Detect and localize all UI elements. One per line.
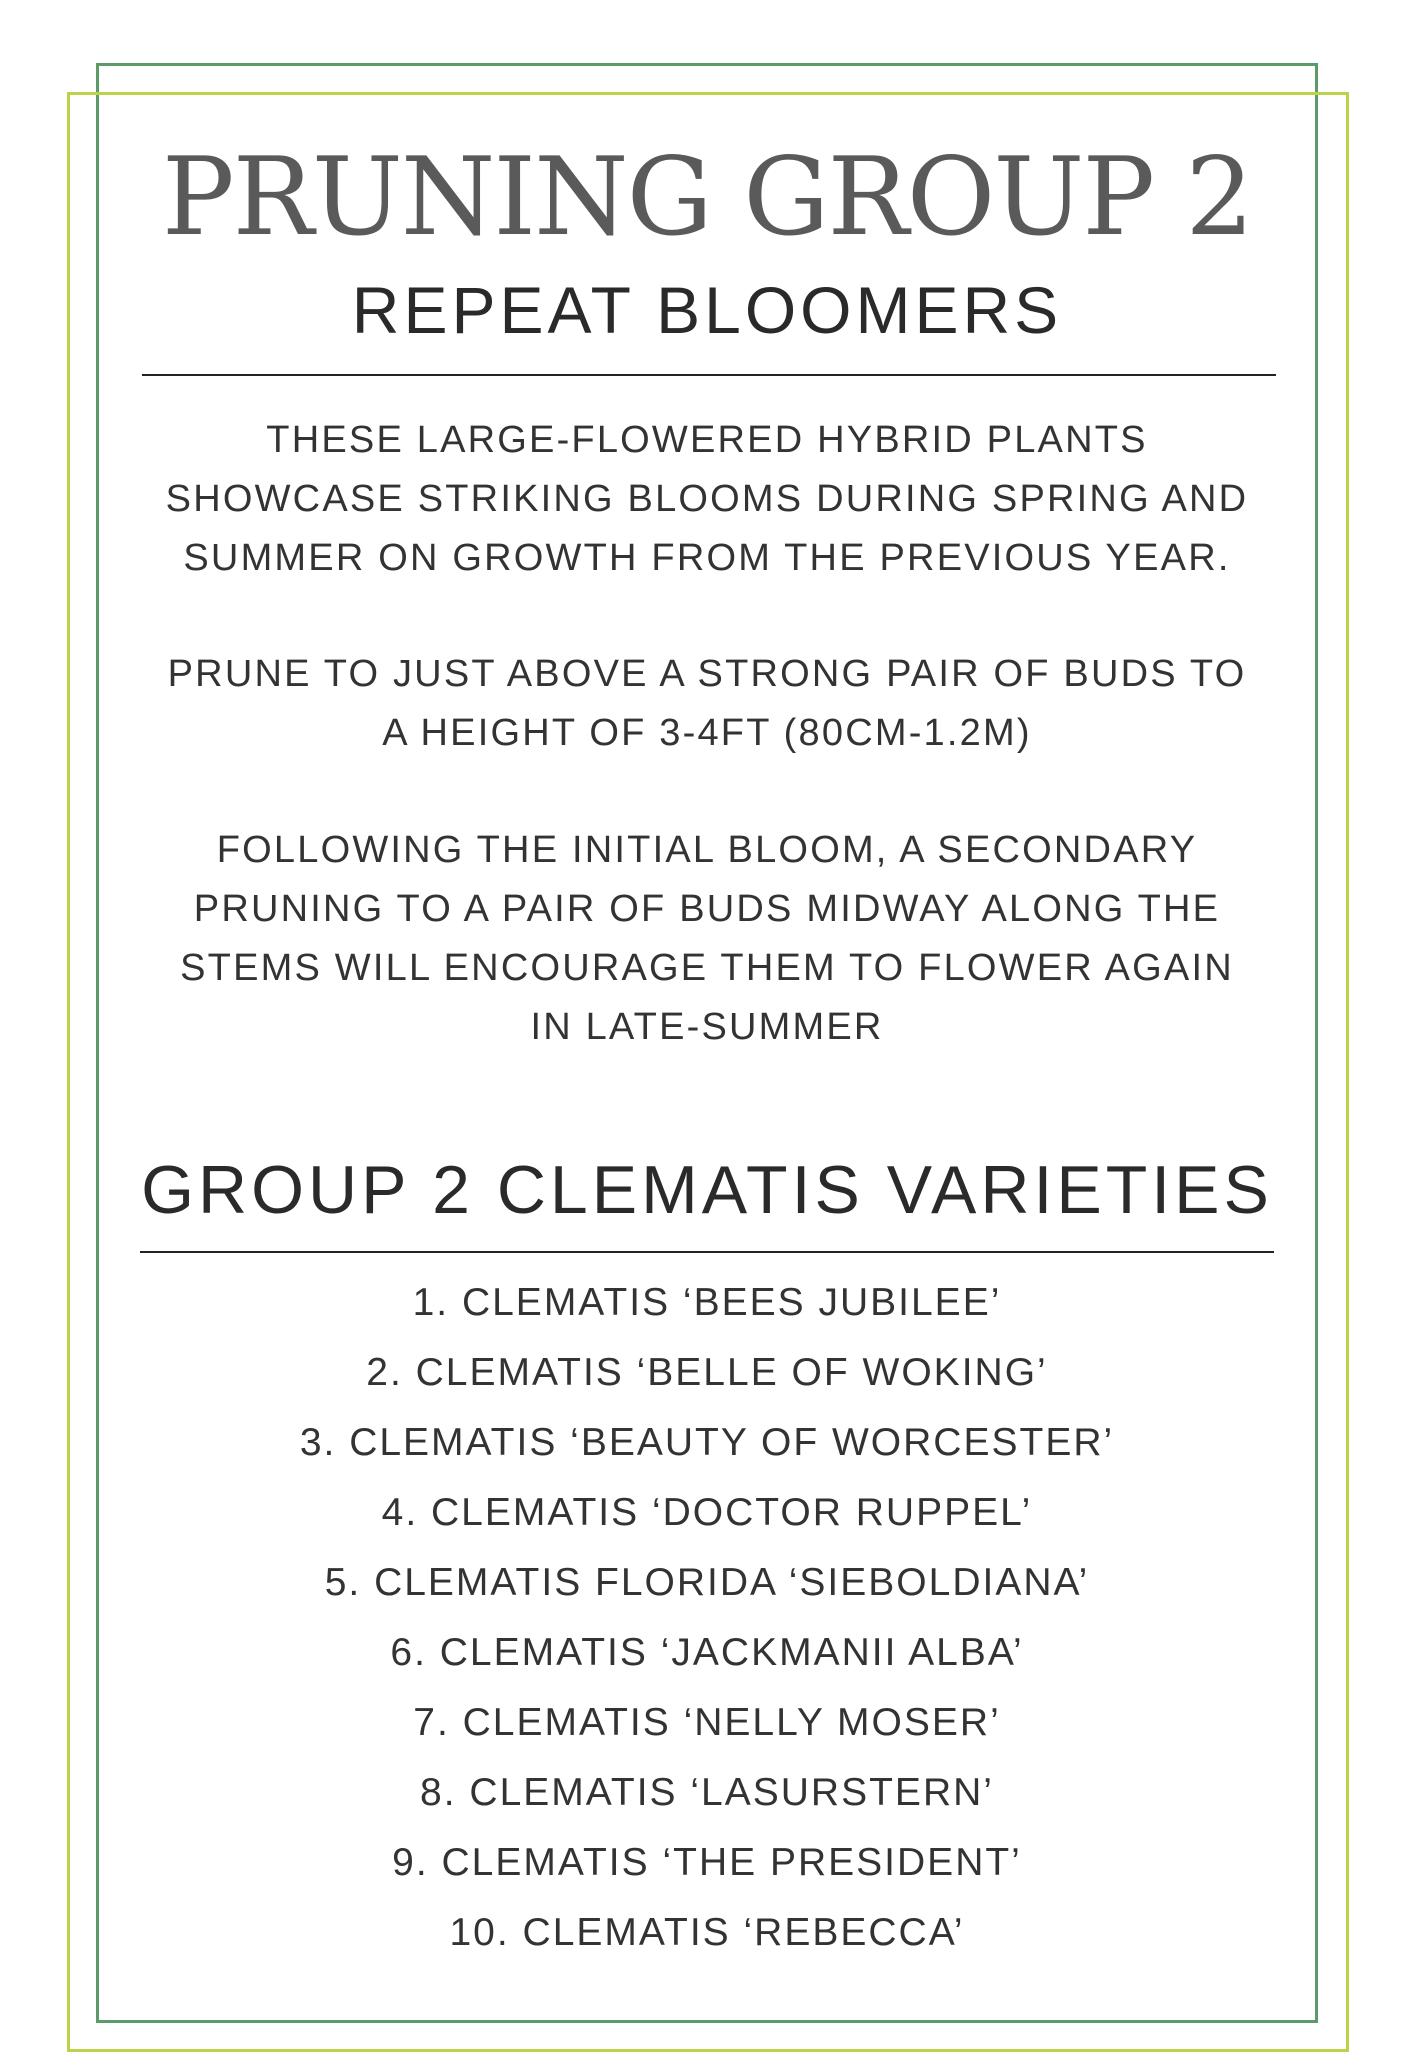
list-item: 3. CLEMATIS ‘BEAUTY OF WORCESTER’ bbox=[299, 1421, 1115, 1464]
paragraph-line: SUMMER ON GROWTH FROM THE PREVIOUS YEAR. bbox=[183, 537, 1231, 579]
divider-varieties bbox=[140, 1251, 1274, 1253]
list-item: 5. CLEMATIS FLORIDA ‘SIEBOLDIANA’ bbox=[324, 1561, 1090, 1604]
page-subtitle: REPEAT BLOOMERS bbox=[351, 273, 1063, 347]
list-item: 8. CLEMATIS ‘LASURSTERN’ bbox=[420, 1771, 994, 1814]
paragraph-line: PRUNE TO JUST ABOVE A STRONG PAIR OF BUDS TO bbox=[167, 653, 1247, 695]
varieties-list bbox=[100, 1268, 1314, 1968]
list-item: 6. CLEMATIS ‘JACKMANII ALBA’ bbox=[390, 1631, 1024, 1674]
prune-paragraph bbox=[100, 645, 1314, 763]
paragraph-line: STEMS WILL ENCOURAGE THEM TO FLOWER AGAIN bbox=[180, 947, 1234, 989]
paragraph-line: IN LATE-SUMMER bbox=[530, 1006, 884, 1048]
divider-top bbox=[142, 374, 1276, 376]
list-item: 4. CLEMATIS ‘DOCTOR RUPPEL’ bbox=[381, 1491, 1033, 1534]
paragraph-line: THESE LARGE-FLOWERED HYBRID PLANTS bbox=[266, 419, 1148, 461]
paragraph-line: PRUNING TO A PAIR OF BUDS MIDWAY ALONG THE bbox=[193, 888, 1221, 930]
paragraph-line: FOLLOWING THE INITIAL BLOOM, A SECONDARY bbox=[216, 829, 1198, 871]
list-item: 7. CLEMATIS ‘NELLY MOSER’ bbox=[413, 1701, 1001, 1744]
secondary-pruning-paragraph bbox=[100, 821, 1314, 1057]
page-title: PRUNING GROUP 2 bbox=[161, 135, 1253, 260]
list-item: 10. CLEMATIS ‘REBECCA’ bbox=[449, 1911, 965, 1954]
paragraph-line: SHOWCASE STRIKING BLOOMS DURING SPRING AND bbox=[165, 478, 1249, 520]
paragraph-line: A HEIGHT OF 3-4FT (80CM-1.2M) bbox=[382, 712, 1032, 754]
list-item: 2. CLEMATIS ‘BELLE OF WOKING’ bbox=[366, 1351, 1048, 1394]
intro-paragraph bbox=[100, 411, 1314, 588]
list-item: 1. CLEMATIS ‘BEES JUBILEE’ bbox=[412, 1281, 1002, 1324]
list-item: 9. CLEMATIS ‘THE PRESIDENT’ bbox=[392, 1841, 1022, 1884]
varieties-heading: GROUP 2 CLEMATIS VARIETIES bbox=[141, 1152, 1273, 1228]
